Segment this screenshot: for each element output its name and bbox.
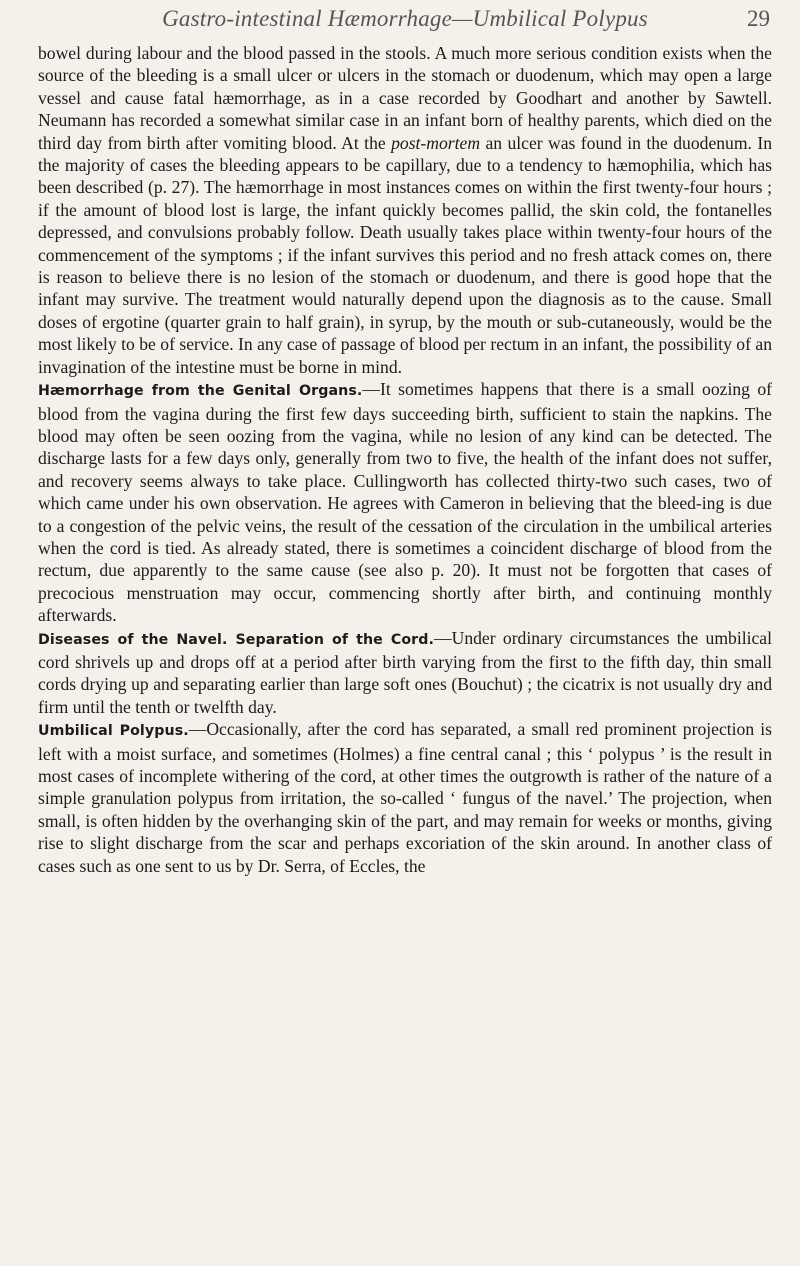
paragraph-text: —It sometimes happens that there is a small oozing of blood from the vagina during the first few days succeeding birth, sufficient to stain the napkins. The blood may often be seen oozing from the vagina, while no lesion of any kind can be detected. The discharge lasts for a few days only, generally from two to five, the health of the infant does not suffer, and recovery seems always to take place. Cullingworth has collected thirty-two such cases, two of which came under his own observation. He agrees with Cameron in believing that the bleed-ing is due to a congestion of the pelvic veins, the result of the cessation of the circulation in the umbilical arteries when the cord is tied. As already stated, there is sometimes a coincident discharge of blood from the rectum, due apparently to the same cause (see also p. 20). It must not be forgotten that cases of precocious menstruation may occur, commencing shortly after birth, and continuing monthly afterwards.	[38, 379, 772, 626]
paragraph-genital-haemorrhage	[38, 378, 772, 626]
paragraph-text: bowel during labour and the blood passed in the stools. A much more serious condition exists when the source of the bleeding is a small ulcer or ulcers in the stomach or duodenum, which may open a large vessel and cause fatal hæmorrhage, as in a case recorded by Goodhart and another by Sawtell. Neumann has recorded a somewhat similar case in an infant born of healthy parents, which died on the third day from birth after vomiting blood. At the	[38, 43, 772, 153]
paragraph-umbilical-polypus	[38, 718, 772, 877]
body-text	[38, 42, 772, 877]
running-head	[38, 0, 772, 42]
section-heading: Diseases of the Navel. Separation of the Cord.	[38, 631, 435, 648]
section-heading: Hæmorrhage from the Genital Organs.	[38, 383, 363, 400]
italic-term: post-mortem	[391, 132, 481, 153]
running-title: Gastro-intestinal Hæmorrhage—Umbilical Polypus	[162, 6, 648, 31]
section-heading: Umbilical Polypus.	[38, 723, 189, 740]
paragraph-text: an ulcer was found in the duodenum. In the majority of cases the bleeding appears to be capillary, due to a tendency to hæmophilia, which has been described (p. 27). The hæmorrhage in most instances comes on within the first twenty-four hours ; if the amount of blood lost is large, the infant quickly becomes pallid, the skin cold, the fontanelles depressed, and convulsions probably follow. Death usually takes place within twenty-four hours of the commencement of the symptoms ; if the infant survives this period and no fresh attack comes on, there is reason to believe there is no lesion of the stomach or duodenum, and there is good hope that the infant may survive. The treatment would naturally depend upon the diagnosis as to the cause. Small doses of ergotine (quarter grain to half grain), in syrup, by the mouth or sub-cutaneously, would be the most likely to be of service. In any case of passage of blood per rectum in an infant, the possibility of an invagination of the intestine must be borne in mind.	[38, 132, 772, 377]
paragraph-gastro-intestinal	[38, 42, 772, 378]
paragraph-navel-diseases	[38, 627, 772, 719]
page-number: 29	[747, 6, 770, 31]
paragraph-text: —Under ordinary circumstances the umbilical cord shrivels up and drops off at a period after birth varying from the first to the fifth day, thin small cords drying up and separating earlier than large soft ones (Bouchut) ; the cicatrix is not usually dry and firm until the tenth or twelfth day.	[38, 627, 772, 717]
paragraph-text: —Occasionally, after the cord has separated, a small red prominent projection is left with a moist surface, and sometimes (Holmes) a fine central canal ; this ‘ polypus ’ is the result in most cases of incomplete withering of the cord, at other times the outgrowth is rather of the nature of a simple granulation polypus from irritation, the so-called ‘ fungus of the navel.’ The projection, when small, is often hidden by the overhanging skin of the part, and may remain for weeks or months, giving rise to slight discharge from the scar and perhaps excoriation of the skin around. In another class of cases such as one sent to us by Dr. Serra, of Eccles, the	[38, 719, 772, 876]
